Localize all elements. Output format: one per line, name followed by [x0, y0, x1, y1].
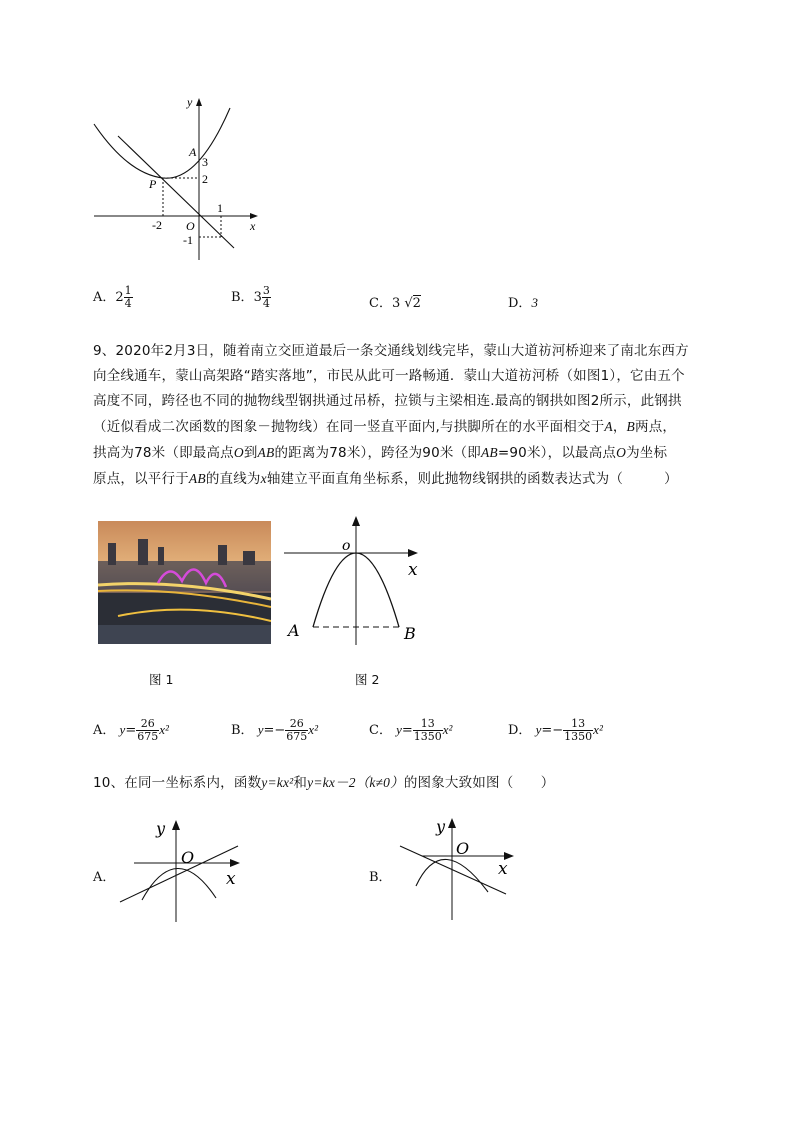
fig1-caption: 图 1	[149, 672, 174, 687]
q9-option-a[interactable]: A． y= $\frac{26}{675}$ x²	[93, 717, 169, 743]
svg-text:O: O	[181, 848, 195, 867]
svg-text:x: x	[226, 869, 236, 889]
q9-text: 9、2020年2月3日，随着南立交匝道最后一条交通线划线完毕，蒙山大道祊河桥迎来了南北东西方 向全线通车，蒙山高架路“踏实落地”，市民从此可一路畅通．蒙山大道祊河桥（如图1），它由五个 高度不同，跨径也不同的抛物线型钢拱通过吊桥，拉锁与主梁相连.最高的钢拱如图2所示，此钢拱 （近似看成二次函数的图象－抛物线）在同一竖直平面内,与拱脚所在的水平面相交于A，B两点， 拱高为78米（即最高点O到AB的距离为78米），跨径为90米（即AB=90米），以最高点O为坐标 原点，以平行于AB的直线为x轴建立平面直角坐标系，则此抛物线钢拱的函数表达式为（ ）	[93, 343, 689, 487]
figure-2	[284, 513, 424, 648]
label-O: O	[186, 219, 195, 233]
q10-text: 10、在同一坐标系内，函数y=kx²和y=kx－2（k≠0）的图象大致如图（ ）	[93, 775, 555, 791]
q9-option-d[interactable]: D． y=− $\frac{13}{1350}$ x²	[508, 717, 603, 743]
q8-option-a[interactable]: A．2 $\frac{1}{4}$	[93, 284, 132, 310]
q8-graph	[88, 92, 268, 264]
straight-line	[118, 136, 234, 248]
q10-graph-b[interactable]	[392, 816, 522, 922]
q9-option-c[interactable]: C． y= $\frac{13}{1350}$ x²	[369, 717, 453, 743]
svg-text:x: x	[498, 859, 508, 879]
tick-2: 2	[202, 172, 208, 186]
tick-m2: -2	[152, 218, 162, 232]
q9-option-b[interactable]: B． y=− $\frac{26}{675}$ x²	[231, 717, 318, 743]
tick-1: 1	[217, 201, 223, 215]
q8-option-b[interactable]: B．3 $\frac{3}{4}$	[231, 284, 270, 310]
q10-graph-a[interactable]	[116, 818, 246, 926]
q10-option-b-label[interactable]: B．	[369, 870, 392, 885]
svg-text:o: o	[342, 538, 351, 554]
svg-text:O: O	[456, 839, 470, 858]
label-A: A	[189, 145, 197, 159]
svg-text:x: x	[408, 560, 418, 580]
q8-option-c[interactable]: C．3 √2	[369, 296, 421, 311]
bridge-photo	[98, 521, 271, 644]
label-x: x	[250, 219, 256, 233]
q8-option-d[interactable]: D．3	[508, 295, 538, 311]
svg-text:y: y	[156, 819, 166, 838]
label-P: P	[149, 177, 157, 191]
q10-option-a-label[interactable]: A．	[93, 870, 116, 885]
tick-3: 3	[202, 155, 208, 169]
svg-text:A: A	[288, 621, 300, 640]
parabola-curve	[94, 108, 230, 178]
tick-m1: -1	[183, 233, 193, 247]
svg-text:y: y	[436, 817, 446, 836]
svg-text:B: B	[404, 624, 416, 643]
y-axis-arrow	[196, 98, 202, 106]
fig2-caption: 图 2	[355, 672, 380, 687]
sqrt-sign: √	[404, 296, 413, 311]
label-y: y	[187, 95, 193, 109]
